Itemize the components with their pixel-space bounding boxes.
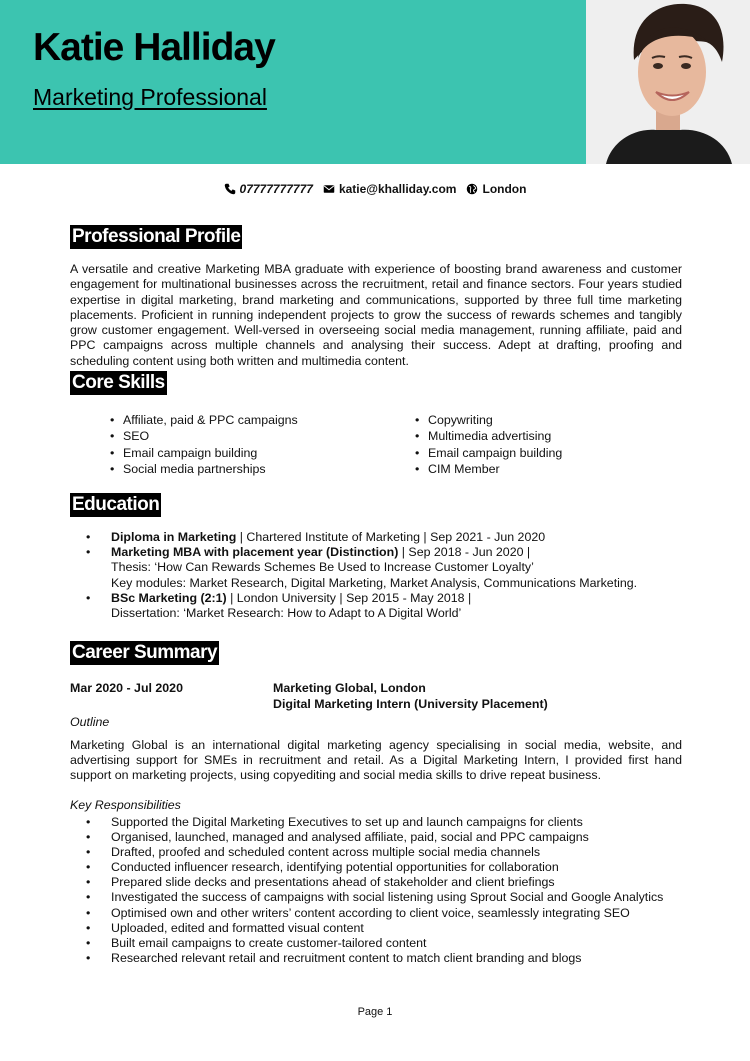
candidate-title: Marketing Professional (33, 84, 267, 110)
education-degree: Diploma in Marketing (111, 530, 237, 544)
responsibility-item: • Organised, launched, managed and analysed affiliate, paid, social and PPC campaigns (86, 830, 696, 845)
outline-label: Outline (70, 715, 110, 729)
education-degree: BSc Marketing (2:1) (111, 590, 227, 605)
page-number: Page 1 (357, 1006, 393, 1018)
skill-item: • Social media partnerships (110, 461, 415, 477)
location-value: London (482, 182, 527, 196)
education-item (86, 545, 686, 591)
responsibility-item: • Prepared slide decks and presentations ahead of stakeholder and client briefings (86, 875, 696, 890)
skills-list (110, 412, 610, 478)
skill-item: • Multimedia advertising (415, 428, 610, 444)
education-item (86, 530, 686, 545)
job-header (273, 681, 548, 712)
education-details: | Sep 2018 - Jun 2020 | (398, 545, 531, 560)
phone-number: 07777777777 (239, 182, 313, 196)
skill-item: • CIM Member (415, 461, 610, 477)
envelope-icon (323, 183, 335, 195)
education-details: | London University | Sep 2015 - May 2018 | (226, 590, 472, 605)
education-thesis: Thesis: ‘How Can Rewards Schemes Be Used to Increase Customer Loyalty’ (111, 560, 534, 575)
outline-text: Marketing Global is an international digital marketing agency specialising in social media, website, and advertising support for SMEs in recruitment and retail. As a Digital Marketing Intern, I provided first hand support on marketing projects, using copyediting and social media skills to drive repeat business. (70, 738, 682, 783)
globe-icon (466, 183, 478, 195)
education-dissertation: Dissertation: ‘Market Research: How to Adapt to A Digital World’ (111, 606, 462, 621)
skill-item: • Email campaign building (110, 445, 415, 461)
responsibility-item: • Optimised own and other writers’ content according to client voice, seamlessly integrating SEO (86, 906, 696, 921)
responsibilities-list (86, 815, 696, 966)
responsibility-item: • Drafted, proofed and scheduled content across multiple social media channels (86, 845, 696, 860)
education-degree: Marketing MBA with placement year (Distinction) (111, 545, 399, 560)
responsibilities-label: Key Responsibilities (70, 798, 181, 812)
education-heading: Education (72, 494, 160, 515)
skills-heading: Core Skills (72, 372, 165, 393)
portrait-illustration (586, 0, 750, 164)
email-address: katie@khalliday.com (338, 182, 457, 196)
profile-heading: Professional Profile (72, 226, 241, 247)
education-list (86, 530, 686, 621)
candidate-name: Katie Halliday (33, 26, 275, 69)
skill-item: • Email campaign building (415, 445, 610, 461)
responsibility-item: • Built email campaigns to create customer-tailored content (86, 936, 696, 951)
education-modules: Key modules: Market Research, Digital Marketing, Market Analysis, Communications Marketing. (111, 575, 638, 590)
contact-location (466, 182, 526, 196)
responsibility-item: • Supported the Digital Marketing Executives to set up and launch campaigns for clients (86, 815, 696, 830)
responsibility-item: • Uploaded, edited and formatted visual content (86, 921, 696, 936)
profile-text: A versatile and creative Marketing MBA graduate with experience of boosting brand awareness and customer engagement for multinational businesses across the recruitment, retail and finance sectors. Four years studied expertise in digital marketing, brand marketing and communications, supported by three full time marketing placements. Proficient in running independent projects to grow the success of rewards schemes and tangibly grow customer engagement. Well-versed in overseeing social media management, running affiliate, paid and PPC campaigns across multiple channels and analysing their success. Adept at drafting, proofing and scheduling content using both written and multimedia content. (70, 262, 682, 368)
job-dates: Mar 2020 - Jul 2020 (70, 681, 183, 695)
education-item (86, 591, 686, 621)
job-role: Digital Marketing Intern (University Placement) (273, 696, 548, 711)
phone-icon (224, 183, 236, 195)
skill-item: • Affiliate, paid & PPC campaigns (110, 412, 415, 428)
education-details: | Chartered Institute of Marketing | Sep 2021 - Jun 2020 (236, 530, 546, 544)
responsibility-item: • Researched relevant retail and recruitment content to match client branding and blogs (86, 951, 696, 966)
skill-item: • Copywriting (415, 412, 610, 428)
header-banner (0, 0, 750, 164)
career-heading: Career Summary (72, 642, 218, 663)
skill-item: • SEO (110, 428, 415, 444)
job-company: Marketing Global, London (273, 681, 426, 695)
contact-bar (0, 182, 750, 196)
profile-photo (586, 0, 750, 164)
contact-phone (224, 182, 313, 196)
responsibility-item: • Investigated the success of campaigns with social listening using Sprout Social and Google Analytics (86, 890, 696, 905)
responsibility-item: • Conducted influencer research, identifying potential opportunities for collaboration (86, 860, 696, 875)
contact-email (323, 182, 457, 196)
